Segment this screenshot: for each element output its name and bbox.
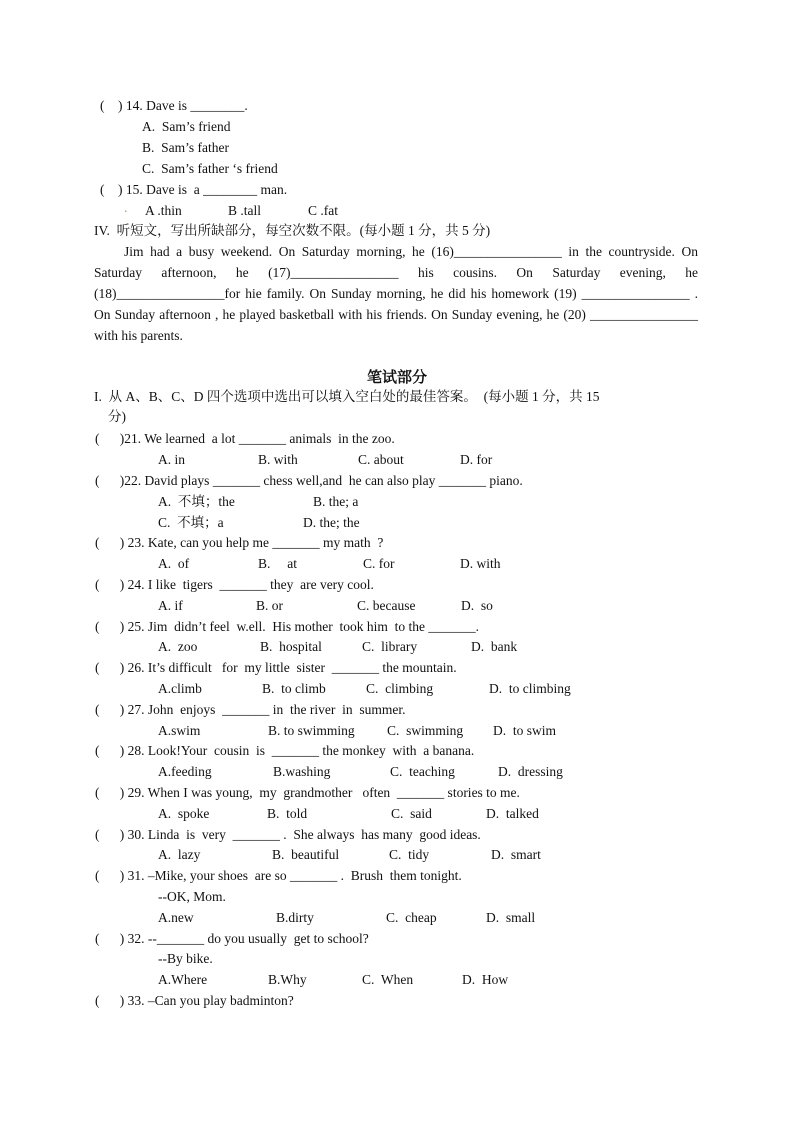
q27-option-a: A.swim (158, 723, 201, 738)
q26-option-d: D. to climbing (489, 681, 571, 696)
q25-option-d: D. bank (471, 639, 518, 654)
q27-option-b: B. to swimming (268, 723, 355, 738)
q23-option-a: A. of (158, 556, 190, 571)
q26-option-a: A.climb (158, 681, 202, 696)
question-23: ( ) 23. Kate, can you help me _______ my math ? (95, 535, 384, 550)
q21-option-d: D. for (460, 452, 493, 467)
question-15: ( ) 15. Dave is a ________ man. (100, 182, 288, 197)
question-25: ( ) 25. Jim didn’t feel w.ell. His mother took him to the _______. (95, 619, 479, 634)
q24-option-b: B. or (256, 598, 283, 613)
q29-option-a: A. spoke (158, 806, 210, 821)
q23-option-d: D. with (460, 556, 501, 571)
q28-option-a: A.feeding (158, 764, 212, 779)
question-14: ( ) 14. Dave is ________. (100, 98, 248, 113)
section-title: 笔试部分 (366, 370, 427, 386)
q27-option-c: C. swimming (387, 723, 464, 738)
section-iv-heading: IV. 听短文，写出所缺部分，每空次数不限。(每小题 1 分，共 5 分) (94, 223, 491, 238)
q30-option-d: D. smart (491, 847, 541, 862)
question-26: ( ) 26. It’s difficult for my little sister _______ the mountain. (95, 660, 457, 675)
question-21: ( )21. We learned a lot _______ animals in the zoo. (95, 431, 395, 446)
q24-option-d: D. so (461, 598, 493, 613)
q28-option-b: B.washing (273, 764, 331, 779)
q32-option-c: C. When (362, 972, 414, 987)
q22-option-d: D. the; the (303, 515, 360, 530)
q32-option-a: A.Where (158, 972, 208, 987)
q15-option-c: C .fat (308, 203, 338, 218)
question-33: ( ) 33. –Can you play badminton? (95, 993, 294, 1008)
q30-option-b: B. beautiful (272, 847, 340, 862)
question-28: ( ) 28. Look!Your cousin is _______ the monkey with a banana. (95, 743, 475, 758)
q25-option-a: A. zoo (158, 639, 198, 654)
section-i-heading-cont: 分) (108, 409, 126, 424)
q24-option-a: A. if (158, 598, 183, 613)
q26-option-c: C. climbing (366, 681, 434, 696)
q21-option-a: A. in (158, 452, 185, 467)
q31-option-a: A.new (158, 910, 194, 925)
q30-option-a: A. lazy (158, 847, 201, 862)
q32-option-b: B.Why (268, 972, 307, 987)
q21-option-c: C. about (358, 452, 404, 467)
q23-option-b: B. at (258, 556, 297, 571)
q26-option-b: B. to climb (262, 681, 326, 696)
q22-option-b: B. the; a (313, 494, 359, 509)
q28-option-d: D. dressing (498, 764, 563, 779)
q21-option-b: B. with (258, 452, 298, 467)
q23-option-c: C. for (363, 556, 395, 571)
question-32: ( ) 32. --_______ do you usually get to school? (95, 931, 369, 946)
listening-passage: Jim had a busy weekend. On Saturday morning, he (16)________________ in the countryside. On Saturday afternoon, he (17)________________ his cousins. On Saturday evening, he (18)________________for hie family. On Sunday morning, he did his homework (19) ________________ . On Sunday afternoon , he played basketball with his friends. On Sunday evening, he (20) ________________ with his parents. (94, 244, 698, 343)
question-27: ( ) 27. John enjoys _______ in the river in summer. (95, 702, 406, 717)
q32-option-d: D. How (462, 972, 509, 987)
q25-option-b: B. hospital (260, 639, 322, 654)
q27-option-d: D. to swim (493, 723, 557, 738)
q22-option-c: C. 不填；a (158, 515, 224, 530)
question-22: ( )22. David plays _______ chess well,and he can also play _______ piano. (95, 473, 523, 488)
q31-option-c: C. cheap (386, 910, 437, 925)
q14-option-b: B. Sam’s father (142, 140, 229, 155)
question-30: ( ) 30. Linda is very _______ . She always has many good ideas. (95, 827, 481, 842)
q15-option-b: B .tall (228, 203, 261, 218)
q30-option-c: C. tidy (389, 847, 430, 862)
section-i-heading: I. 从 A、B、C、D 四个选项中选出可以填入空白处的最佳答案。 (每小题 1 分，共 15 (94, 389, 600, 404)
bullet-dot-icon: . (124, 201, 128, 216)
question-24: ( ) 24. I like tigers _______ they are very cool. (95, 577, 374, 592)
question-31: ( ) 31. –Mike, your shoes are so _______ . Brush them tonight. (95, 868, 462, 883)
q22-option-a: A. 不填；the (158, 494, 235, 509)
q32-reply: --By bike. (158, 951, 213, 966)
q14-option-c: C. Sam’s father ‘s friend (142, 161, 278, 176)
q31-option-d: D. small (486, 910, 536, 925)
q31-reply: --OK, Mom. (158, 889, 226, 904)
q29-option-b: B. told (267, 806, 308, 821)
q15-option-a: A .thin (145, 203, 182, 218)
q29-option-d: D. talked (486, 806, 539, 821)
q14-option-a: A. Sam’s friend (142, 119, 231, 134)
q29-option-c: C. said (391, 806, 432, 821)
q25-option-c: C. library (362, 639, 418, 654)
q31-option-b: B.dirty (276, 910, 314, 925)
q28-option-c: C. teaching (390, 764, 455, 779)
q24-option-c: C. because (357, 598, 416, 613)
question-29: ( ) 29. When I was young, my grandmother often _______ stories to me. (95, 785, 520, 800)
